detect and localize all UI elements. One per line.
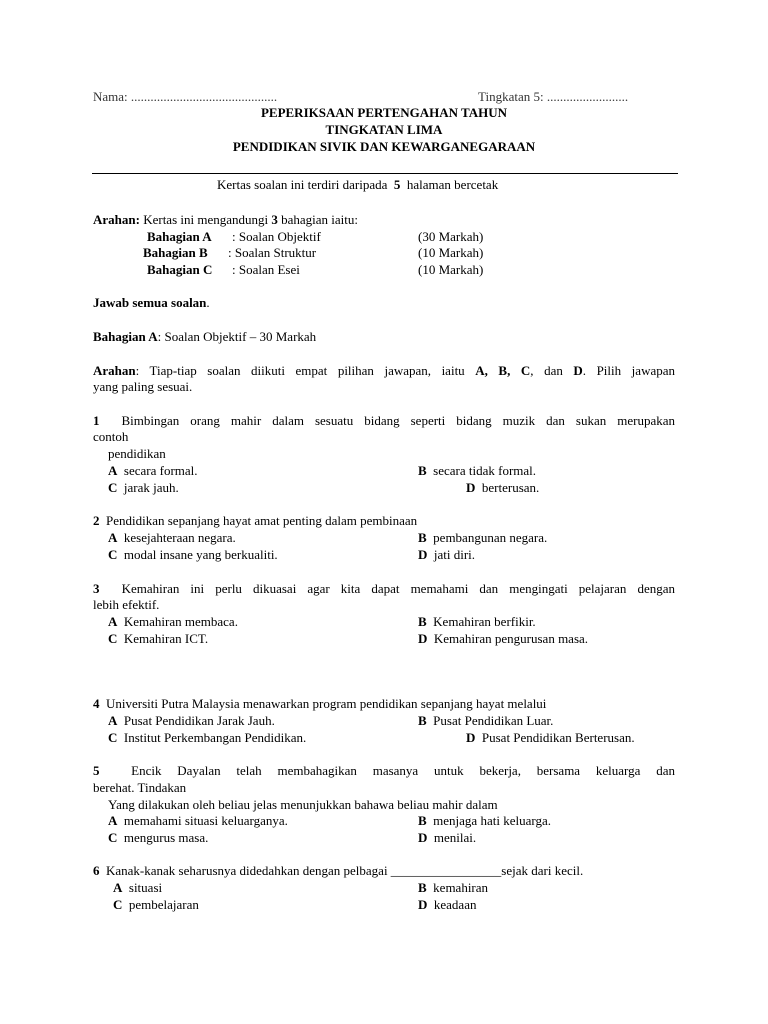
q2-option-b[interactable] — [418, 529, 547, 546]
question-text: Pendidikan sepanjang hayat amat penting dalam pembinaan — [106, 513, 418, 528]
option-text: secara tidak formal. — [433, 463, 537, 478]
option-text: Pusat Pendidikan Berterusan. — [481, 730, 635, 745]
option-text: Kemahiran berfikir. — [433, 614, 536, 629]
question-text: Universiti Putra Malaysia menawarkan program pendidikan sepanjang hayat melalui — [106, 696, 547, 711]
q1-option-b[interactable] — [418, 462, 536, 479]
question-6 — [93, 862, 583, 879]
section-a-instructions-and: , dan — [530, 363, 563, 378]
section-a-heading — [93, 328, 316, 345]
pages-note — [217, 176, 498, 193]
name-field-label: Nama: ............................................. — [93, 89, 278, 104]
option-letter: A — [108, 463, 118, 478]
question-number: 6 — [93, 863, 100, 878]
option-text: pembangunan negara. — [433, 530, 548, 545]
question-text: Encik Dayalan telah membahagikan masanya untuk bekerja, bersama keluarga dan — [131, 763, 675, 778]
option-letter: D — [418, 547, 428, 562]
q5-option-b[interactable] — [418, 812, 551, 829]
option-letter: A — [108, 813, 118, 828]
option-letter: C — [108, 547, 118, 562]
question-text: Bimbingan orang mahir dalam sesuatu bidang seperti bidang muzik dan sukan merupakan — [121, 413, 675, 428]
q5-option-d[interactable] — [418, 829, 476, 846]
option-text: memahami situasi keluarganya. — [123, 813, 288, 828]
option-text: Kemahiran ICT. — [123, 631, 209, 646]
option-text: jarak jauh. — [123, 480, 179, 495]
option-letter: C — [113, 897, 123, 912]
question-5-line3: Yang dilakukan oleh beliau jelas menunjukkan bahawa beliau mahir dalam — [108, 797, 498, 812]
question-1-line3: pendidikan — [108, 446, 166, 461]
option-text: menjaga hati keluarga. — [433, 813, 551, 828]
section-c-desc: : Soalan Esei — [232, 262, 300, 277]
option-letter: B — [418, 614, 427, 629]
q4-option-a[interactable] — [108, 712, 275, 729]
section-a-heading-label: Bahagian A — [93, 329, 158, 344]
section-b-desc: : Soalan Struktur — [228, 245, 317, 260]
q6-option-d[interactable] — [418, 896, 476, 913]
q1-option-c[interactable] — [108, 479, 179, 496]
section-a-choice-d: D — [573, 363, 583, 378]
option-text: Pusat Pendidikan Luar. — [433, 713, 554, 728]
option-letter: C — [108, 480, 118, 495]
pages-count: 5 — [393, 177, 401, 192]
answer-all-text: Jawab semua soalan — [93, 295, 207, 310]
option-text: mengurus masa. — [123, 830, 209, 845]
option-letter: B — [418, 813, 427, 828]
q6-option-a[interactable] — [113, 879, 162, 896]
option-letter: C — [108, 830, 118, 845]
option-letter: D — [418, 830, 428, 845]
section-a-instructions-label: Arahan — [93, 363, 136, 378]
section-a-name: Bahagian A — [147, 229, 212, 244]
form-field-label: Tingkatan 5: ......................... — [478, 89, 629, 104]
option-letter: D — [466, 480, 476, 495]
q1-option-d[interactable] — [466, 479, 539, 496]
option-text: jati diri. — [433, 547, 476, 562]
option-letter: C — [108, 730, 118, 745]
section-a-instructions-line2: yang paling sesuai. — [93, 379, 193, 394]
option-letter: D — [418, 631, 428, 646]
option-letter: D — [418, 897, 428, 912]
question-3 — [93, 580, 675, 614]
q6-option-c[interactable] — [113, 896, 199, 913]
option-text: Institut Perkembangan Pendidikan. — [123, 730, 307, 745]
instructions — [93, 211, 358, 228]
form-title: TINGKATAN LIMA — [325, 122, 443, 137]
instructions-text-pre: Kertas ini mengandungi — [143, 212, 269, 227]
section-c-name: Bahagian C — [147, 262, 213, 277]
option-text: Pusat Pendidikan Jarak Jauh. — [123, 713, 275, 728]
pages-note-post: halaman bercetak — [406, 177, 499, 192]
pages-note-pre: Kertas soalan ini terdiri daripada — [217, 177, 388, 192]
section-count: 3 — [271, 212, 278, 227]
question-number: 4 — [93, 696, 100, 711]
q5-option-a[interactable] — [108, 812, 288, 829]
option-letter: B — [418, 713, 427, 728]
question-1 — [93, 412, 675, 446]
option-text: pembelajaran — [128, 897, 199, 912]
option-letter: A — [113, 880, 123, 895]
question-number: 3 — [93, 581, 100, 596]
section-a-heading-rest: : Soalan Objektif – 30 Markah — [157, 329, 317, 344]
q6-option-b[interactable] — [418, 879, 488, 896]
section-a-choices-abc: A, B, C — [475, 363, 531, 378]
question-4 — [93, 695, 546, 712]
q3-option-a[interactable] — [108, 613, 238, 630]
q3-option-d[interactable] — [418, 630, 588, 647]
question-number: 5 — [93, 763, 100, 778]
q2-option-a[interactable] — [108, 529, 236, 546]
question-number: 2 — [93, 513, 100, 528]
q5-option-c[interactable] — [108, 829, 208, 846]
option-text: modal insane yang berkualiti. — [123, 547, 278, 562]
option-text: kemahiran — [433, 880, 489, 895]
question-text: Kanak-kanak seharusnya didedahkan dengan pelbagai _________________sejak dari kecil. — [106, 863, 584, 878]
section-a-desc: : Soalan Objektif — [232, 229, 321, 244]
option-text: berterusan. — [481, 480, 540, 495]
option-text: Kemahiran pengurusan masa. — [433, 631, 589, 646]
q4-option-d[interactable] — [466, 729, 635, 746]
section-c-marks: (10 Markah) — [418, 262, 484, 277]
option-text: secara formal. — [123, 463, 198, 478]
section-a-instructions-pre: : Tiap-tiap soalan diikuti empat pilihan jawapan, iaitu — [135, 363, 465, 378]
section-b-marks: (10 Markah) — [418, 245, 484, 260]
answer-all-note — [93, 294, 210, 311]
option-letter: B — [418, 530, 427, 545]
q4-option-c[interactable] — [108, 729, 306, 746]
option-letter: A — [108, 614, 118, 629]
question-5-line2: berehat. Tindakan — [93, 780, 187, 795]
exam-title: PEPERIKSAAN PERTENGAHAN TAHUN — [260, 105, 508, 120]
q1-option-a[interactable] — [108, 462, 198, 479]
option-text: menilai. — [433, 830, 477, 845]
q3-option-b[interactable] — [418, 613, 536, 630]
q4-option-b[interactable] — [418, 712, 553, 729]
answer-all-dot: . — [206, 295, 210, 310]
header-divider — [92, 173, 678, 174]
option-text: kesejahteraan negara. — [123, 530, 236, 545]
option-letter: C — [108, 631, 118, 646]
option-text: keadaan — [433, 897, 477, 912]
question-1-line2: contoh — [93, 429, 129, 444]
question-2 — [93, 512, 417, 529]
option-text: situasi — [128, 880, 163, 895]
q2-option-d[interactable] — [418, 546, 475, 563]
section-a-instructions-post: . Pilih jawapan — [582, 363, 675, 378]
question-text: Kemahiran ini perlu dikuasai agar kita dapat memahami dan mengingati pelajaran dengan — [121, 581, 675, 596]
option-letter: B — [418, 880, 427, 895]
section-b-name: Bahagian B — [143, 245, 208, 260]
option-letter: B — [418, 463, 427, 478]
subject-title: PENDIDIKAN SIVIK DAN KEWARGANEGARAAN — [232, 139, 536, 154]
option-letter: D — [466, 730, 476, 745]
option-letter: A — [108, 713, 118, 728]
option-text: Kemahiran membaca. — [123, 614, 238, 629]
section-a-marks: (30 Markah) — [418, 229, 484, 244]
instructions-text-post: bahagian iaitu: — [281, 212, 359, 227]
q3-option-c[interactable] — [108, 630, 208, 647]
instructions-label: Arahan: — [93, 212, 140, 227]
q2-option-c[interactable] — [108, 546, 278, 563]
option-letter: A — [108, 530, 118, 545]
question-3-line2: lebih efektif. — [93, 597, 160, 612]
question-number: 1 — [93, 413, 100, 428]
